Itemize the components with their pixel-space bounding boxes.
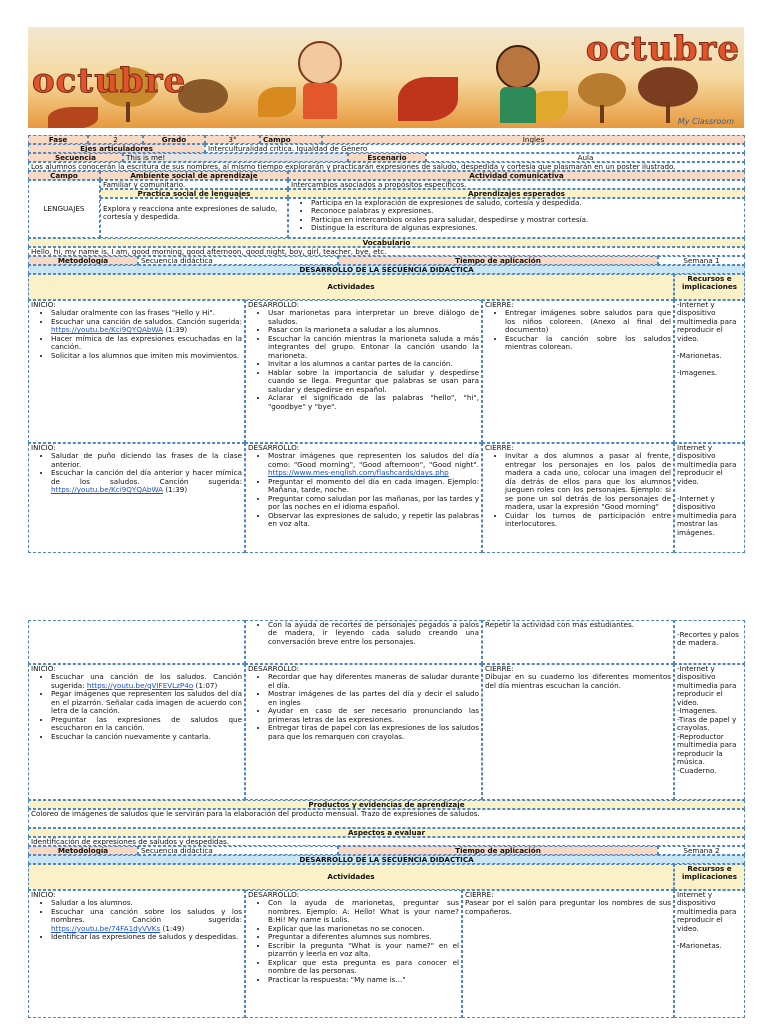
ejes-value: Interculturalidad crítica. Igualdad de Género	[205, 144, 745, 153]
desarrollo-item: • Ayudar en caso de ser necesario pronunciando las primeras letras de las expresiones.	[268, 707, 479, 724]
inicio-item: • Hacer mímica de las expresiones escuchadas en la canción.	[51, 335, 242, 352]
cierre-item: • Entregar imágenes sobre saludos para que los niños coloreen. (Anexo al final del documento)	[505, 309, 671, 334]
cierre-label: CIERRE:	[485, 664, 514, 673]
secuencia-value: This is me!	[123, 153, 348, 162]
desarrollo-item: • Explicar que las marionetas no se conocen.	[268, 925, 459, 933]
metodologia-value: Secuencia didáctica	[138, 846, 338, 855]
inicio-cell	[28, 664, 245, 800]
trunk-icon	[600, 105, 604, 123]
desarrollo-cell	[245, 620, 482, 664]
cierre-cell	[482, 300, 674, 443]
inicio-item: • Escuchar una canción de saludos. Canción sugerida: https://youtu.be/Kci9QYQAbWA (1:39)	[51, 318, 242, 335]
inicio-label: INICIO:	[31, 300, 56, 309]
inicio-label: INICIO:	[31, 443, 56, 452]
metodologia-label: Metodología	[28, 846, 138, 855]
desarrollo-header: DESARROLLO DE LA SECUENCIA DIDÁCTICA	[28, 265, 745, 274]
boy-avatar	[496, 45, 540, 89]
planning-table-page1	[28, 135, 745, 553]
actividades-header: Actividades	[28, 864, 674, 890]
inicio-item: • Preguntar las expresiones de saludos que escucharon en la canción.	[51, 716, 242, 733]
cierre-text: Repetir la actividad con más estudiantes.	[482, 620, 674, 664]
desarrollo-label: DESARROLLO:	[248, 664, 300, 673]
campo-header: Campo	[28, 171, 100, 180]
song-link[interactable]: https://youtu.be/74FA1dyVVKs	[51, 923, 161, 933]
banner-title-right: octubre	[585, 29, 740, 69]
inicio-item: • Solicitar a los alumnos que imiten mis movimientos.	[51, 352, 242, 360]
song-link[interactable]: https://youtu.be/Kci9QYQAbWA	[51, 485, 164, 495]
desarrollo-cell	[245, 890, 462, 1018]
tiempo-label: Tiempo de aplicación	[338, 256, 658, 265]
song-link[interactable]: https://youtu.be/qVIFEVLzP4o	[86, 680, 194, 690]
inicio-label: INICIO:	[31, 890, 56, 899]
recursos-header: Recursos e implicaciones	[674, 864, 745, 890]
desarrollo-item: • Hablar sobre la importancia de saludar y despedirse cuando se llega. Preguntar que palabras se usan para saludar y despedirse en español.	[268, 369, 479, 394]
vocabulario-value: Hello, hi, my name is, I am, good morning, good afternoon, good night, boy, girl, teacher, bye, etc.	[28, 247, 745, 256]
flashcards-link[interactable]: https://www.mes-english.com/flashcards/days.php	[268, 468, 449, 478]
song-link[interactable]: https://youtu.be/Kci9QYQAbWA	[51, 325, 164, 335]
desarrollo-item: • Preguntar a diferentes alumnos sus nombres.	[268, 933, 459, 941]
leaf-icon	[258, 87, 296, 117]
escenario-label: Escenario	[348, 153, 426, 162]
leaf-icon	[398, 77, 458, 121]
vocabulario-header: Vocabulario	[28, 238, 745, 247]
banner-title-left: octubre	[32, 61, 187, 101]
recurso-item: -Marionetas.	[677, 940, 722, 950]
tree-icon	[638, 67, 698, 107]
recurso-item: -Internet y dispositivo multimedia para mostrar las imágenes.	[677, 493, 737, 537]
campo-label: Campo	[260, 135, 322, 144]
cierre-cell	[482, 664, 674, 800]
recursos-header: Recursos e implicaciones	[674, 274, 745, 300]
inicio-cell	[28, 300, 245, 443]
desarrollo-label: DESARROLLO:	[248, 890, 300, 899]
recursos-cell	[674, 664, 745, 800]
aprendizajes-list	[288, 198, 745, 238]
inicio-cell-empty	[28, 620, 245, 664]
desarrollo-item: • Observar las expresiones de saludo, y repetir las palabras en voz alta.	[268, 512, 479, 529]
recursos-cell	[674, 890, 745, 1018]
inicio-item: • Escuchar la canción del día anterior y hacer mímica de los saludos. Canción sugerida: https://youtu.be/Kci9QYQAbWA (1:39)	[51, 469, 242, 494]
inicio-item: • Saludar oralmente con las frases "Hello y Hi".	[51, 309, 242, 317]
recurso-item: -Recortes y palos de madera.	[674, 620, 745, 664]
recurso-item: -Marionetas.	[677, 350, 722, 360]
girl-avatar	[298, 41, 342, 85]
desarrollo-item: • Mostrar imágenes que representen los saludos del día como: "Good morning", "Good afternoon", "Good night". https://www.mes-english.com/flashcards/days.php	[268, 452, 479, 477]
desarrollo-cell	[245, 664, 482, 800]
inicio-cell	[28, 443, 245, 553]
october-banner	[28, 27, 744, 128]
desarrollo-item: • Preguntar como saludan por las mañanas, por las tardes y por las noches en el idioma español.	[268, 495, 479, 512]
recursos-cell	[674, 443, 745, 553]
desarrollo-item: • Practicar la respuesta: "My name is…"	[268, 976, 459, 984]
aspectos-value: Identificación de expresiones de saludos y despedidas.	[28, 837, 745, 846]
inicio-item: • Escuchar la canción nuevamente y cantarla.	[51, 733, 242, 741]
recurso-item: -Reproductor multimedia para reproducir la música.	[677, 731, 737, 767]
desarrollo-item: • Usar marionetas para interpretar un breve diálogo de saludos.	[268, 309, 479, 326]
recurso-item: -Internet y dispositivo multimedia para reproducir el video.	[677, 300, 737, 343]
cierre-label: CIERRE:	[485, 443, 514, 452]
cierre-item: • Cuidar los turnos de participación entre interlocutores.	[505, 512, 671, 529]
inicio-item: • Identificar las expresiones de saludos y despedidas.	[51, 933, 242, 941]
aprendizajes-header: Aprendizajes esperados	[288, 189, 745, 198]
actividades-header: Actividades	[28, 274, 674, 300]
recurso-item: Internet y dispositivo multimedia para reproducir el video.	[677, 443, 737, 486]
aprendizaje-item: • Reconoce palabras y expresiones.	[311, 207, 742, 215]
desarrollo-label: DESARROLLO:	[248, 300, 300, 309]
desarrollo-cell	[245, 443, 482, 553]
recurso-item: -Tiras de papel y crayolas.	[677, 714, 737, 733]
cierre-cell	[462, 890, 674, 1018]
productos-value: Coloreo de imágenes de saludos que le servirán para la elaboración del producto mensual. Trazo de expresiones de saludos.	[28, 809, 745, 828]
recurso-item: -Cuaderno.	[677, 765, 717, 775]
desarrollo-item: • Entregar tiras de papel con las expresiones de los saludos para que los remarquen con crayolas.	[268, 724, 479, 741]
cierre-item: • Invitar a dos alumnos a pasar al frente, entregar los personajes en los palos de madera a cada uno, colocar una imagen del día detrás de ellos para que los alumnos jueguen roles con los personajes. Ejemplo: si se pone un sol detrás de los personajes de madera, usar la expresión "Good morning"	[505, 452, 671, 511]
desarrollo-item: • Con la ayuda de recortes de personajes pegados a palos de madera, ir leyendo cada saludo creando una conversación breve entre los personajes.	[268, 621, 479, 646]
practica-header: Practica social de lenguajes	[100, 189, 288, 198]
grado-value: 3°	[205, 135, 260, 144]
girl-body	[303, 83, 337, 119]
desarrollo-item: • Escribir la pregunta "What is your name?" en el pizarrón y leerla en voz alta.	[268, 942, 459, 959]
desarrollo-item: • Invitar a los alumnos a cantar partes de la canción.	[268, 360, 479, 368]
recursos-cell	[674, 300, 745, 443]
inicio-item: • Saludar de puño diciendo las frases de la clase anterior.	[51, 452, 242, 469]
tree-icon	[578, 73, 626, 107]
aprendizaje-item: • Participa en la exploración de expresiones de saludo, cortesía y despedida.	[311, 199, 742, 207]
desarrollo-item: • Con la ayuda de marionetas, preguntar sus nombres. Ejemplo: A: Hello! What is your name? B:Hi! My name is Lolis.	[268, 899, 459, 924]
semana-value: Semana 2	[658, 846, 745, 855]
productos-header: Productos y evidencias de aprendizaje	[28, 800, 745, 809]
semana-value: Semana 1	[658, 256, 745, 265]
desarrollo-item: • Preguntar el momento del día en cada imagen. Ejemplo: Mañana, tarde, noche.	[268, 478, 479, 495]
desarrollo-cell	[245, 300, 482, 443]
inicio-item: • Pegar imágenes que representen los saludos del día en el pizarrón. Señalar cada imagen de acuerdo con letra de la canción.	[51, 690, 242, 715]
inicio-item: • Saludar a los alumnos.	[51, 899, 242, 907]
tiempo-label: Tiempo de aplicación	[338, 846, 658, 855]
recurso-item: Internet y dispositivo multimedia para reproducir el video.	[677, 890, 737, 933]
desarrollo-item: • Pasar con la marioneta a saludar a los alumnos.	[268, 326, 479, 334]
inicio-label: INICIO:	[31, 664, 56, 673]
metodologia-value: Secuencia didáctica	[138, 256, 338, 265]
desarrollo-item: • Recordar que hay diferentes maneras de saludar durante el día.	[268, 673, 479, 690]
campo-value: Ingles	[322, 135, 745, 144]
recurso-item: -Imagenes.	[677, 367, 718, 377]
banner-signature: My Classroom	[677, 116, 734, 126]
aspectos-header: Aspectos a evaluar	[28, 828, 745, 837]
actividad-value: Intercambios asociados a propósitos específicos.	[288, 180, 745, 189]
desarrollo-label: DESARROLLO:	[248, 443, 300, 452]
campo-value-cell: LENGUAJES	[28, 180, 100, 238]
inicio-cell	[28, 890, 245, 1018]
fase-label: Fase	[28, 135, 88, 144]
fase-value: 2	[88, 135, 143, 144]
planning-table-page2	[28, 620, 745, 1018]
ambiente-header: Ambiente social de aprendizaje	[100, 171, 288, 180]
secuencia-label: Secuencia	[28, 153, 123, 162]
desarrollo-item: • Aclarar el significado de las palabras "hello", "hi", "goodbye" y "bye".	[268, 394, 479, 411]
desarrollo-item: • Explicar que esta pregunta es para conocer el nombre de las personas.	[268, 959, 459, 976]
inicio-item: • Escuchar una canción de los saludos. Canción sugerida: https://youtu.be/qVIFEVLzP4o (1:07)	[51, 673, 242, 690]
leaf-icon	[48, 107, 98, 128]
ambiente-value: Familiar y comunitario.	[100, 180, 288, 189]
escenario-value: Aula	[426, 153, 745, 162]
desarrollo-item: • Mostrar imágenes de las partes del día y decir el saludo en ingles	[268, 690, 479, 707]
recurso-item: -Internet y dispositivo multimedia para reproducir el video.	[677, 664, 737, 707]
practica-value: Explora y reacciona ante expresiones de saludo, cortesía y despedida.	[100, 198, 288, 238]
inicio-item: • Escuchar una canción sobre los saludos y los nombres. Canción sugerida: https://youtu.be/74FA1dyVVKs (1:49)	[51, 908, 242, 933]
cierre-cell	[482, 443, 674, 553]
cierre-label: CIERRE:	[465, 890, 494, 899]
actividad-header: Actividad comunicativa	[288, 171, 745, 180]
desarrollo-header: DESARROLLO DE LA SECUENCIA DIDÁCTICA	[28, 855, 745, 864]
cierre-label: CIERRE:	[485, 300, 514, 309]
recurso-item: -Imagenes.	[677, 706, 718, 716]
aprendizaje-item: • Distingue la escritura de algunas expresiones.	[311, 224, 742, 232]
trunk-icon	[126, 102, 130, 122]
cierre-text: Dibujar en su cuaderno los diferentes momentos del día mientras escuchan la canción.	[485, 672, 671, 690]
metodologia-label: Metodología	[28, 256, 138, 265]
grado-label: Grado	[143, 135, 205, 144]
objetivo-text: Los alumnos conocerán la escritura de sus nombres, al mismo tiempo explorarán y practicarán expresiones de saludo, despedida y cortesía que plasmarán en un poster ilustrado.	[28, 162, 745, 171]
cierre-item: • Escuchar la canción sobre los saludos mientras colorean.	[505, 335, 671, 352]
cierre-text: Pasear por el salón para preguntar los nombres de sus compañeros.	[465, 898, 671, 916]
aprendizaje-item: • Participa en intercambios orales para saludar, despedirse y mostrar cortesía.	[311, 216, 742, 224]
ejes-label: Ejes articuladores	[28, 144, 205, 153]
trunk-icon	[666, 103, 670, 123]
boy-body	[500, 87, 536, 123]
desarrollo-item: • Escuchar la canción mientras la marioneta saluda a más integrantes del grupo. Entonar la canción usando la marioneta.	[268, 335, 479, 360]
